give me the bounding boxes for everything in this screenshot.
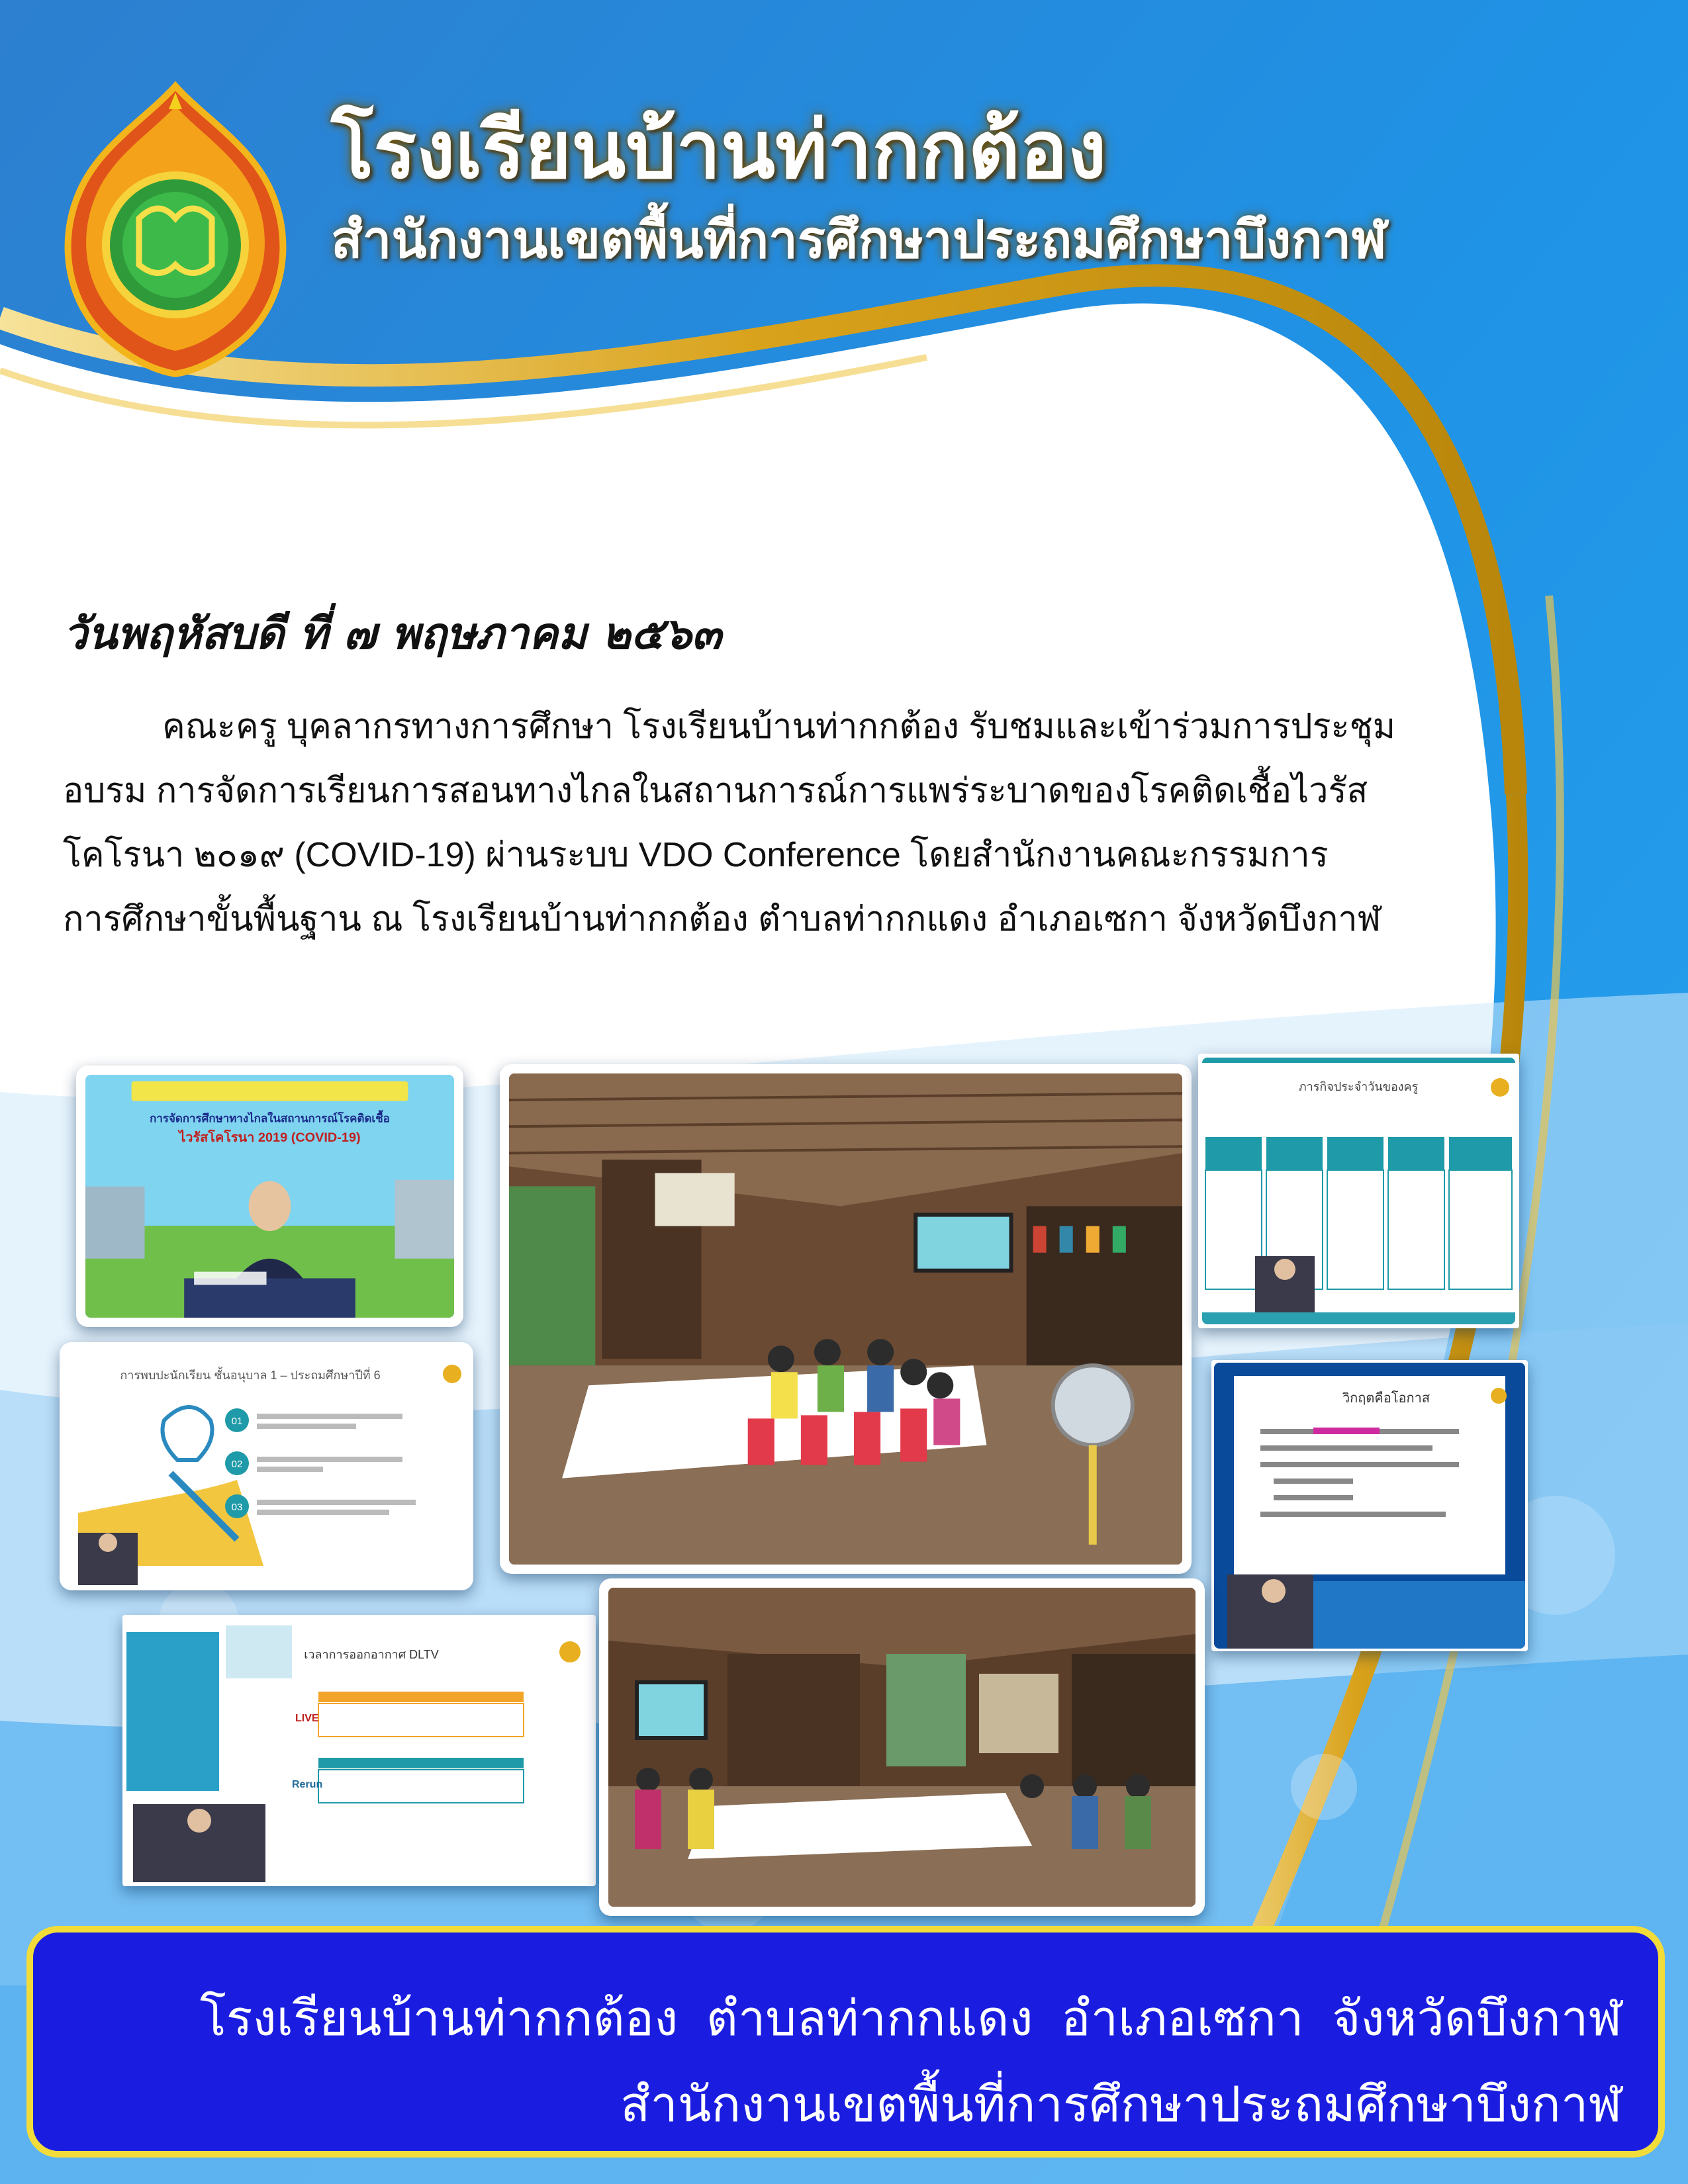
screen3-number: 01	[231, 1416, 243, 1427]
article-body	[63, 695, 1506, 952]
screen5-live: LIVE	[295, 1713, 319, 1724]
photo-daily-tasks-slide	[1198, 1054, 1519, 1328]
screen3-number: 02	[231, 1459, 243, 1470]
article-line: โคโรนา ๒๐๑๙ (COVID-19) ผ่านระบบ VDO Conference โดยสำนักงานคณะกรรมการ	[63, 836, 1329, 874]
crisis-opportunity-slide-image	[1214, 1363, 1525, 1649]
photo-dltv-schedule-slide	[122, 1615, 596, 1886]
photo-meeting-room-second	[599, 1578, 1205, 1916]
screen3-title: การพบปะนักเรียน ชั้นอนุบาล 1 – ประถมศึกษาปีที่ 6	[120, 1369, 381, 1382]
footer-school-address: โรงเรียนบ้านท่ากกต้อง ตำบลท่ากกแดง อำเภอเซกา จังหวัดบึงกาฬ	[199, 1991, 1622, 2046]
screen3-number: 03	[231, 1502, 243, 1513]
screen4-title: วิกฤตคือโอกาส	[1342, 1391, 1430, 1406]
school-name-title: โรงเรียนบ้านท่ากกต้อง	[331, 106, 1107, 195]
daily-tasks-slide-image	[1202, 1058, 1515, 1324]
screen5-rerun: Rerun	[292, 1779, 323, 1790]
article-line: อบรม การจัดการเรียนการสอนทางไกลในสถานการณ์การแพร่ระบาดของโรคติดเชื้อไวรัส	[63, 772, 1368, 810]
screen1-title: การจัดการศึกษาทางไกลในสถานการณ์โรคติดเชื้อ	[150, 1112, 390, 1125]
screen2-title: ภารกิจประจำวันของครู	[1298, 1080, 1419, 1093]
screen5-title: เวลาการออกอากาศ DLTV	[304, 1648, 439, 1661]
student-meeting-slide-image	[65, 1347, 468, 1585]
screen1-subtitle: ไวรัสโคโรนา 2019 (COVID-19)	[179, 1130, 361, 1146]
education-office-subtitle: สำนักงานเขตพื้นที่การศึกษาประถมศึกษาบึงกาฬ	[331, 210, 1387, 269]
article-line: คณะครู บุคลากรทางการศึกษา โรงเรียนบ้านท่ากกต้อง รับชมและเข้าร่วมการประชุม	[162, 707, 1396, 746]
photo-crisis-opportunity-slide	[1211, 1360, 1528, 1651]
footer-office-name: สำนักงานเขตพื้นที่การศึกษาประถมศึกษาบึงกาฬ	[620, 2077, 1622, 2132]
meeting-room-second-image	[608, 1588, 1196, 1907]
footer-banner	[26, 1926, 1665, 2158]
dltv-schedule-slide-image	[126, 1619, 592, 1882]
article-date: วันพฤหัสบดี ที่ ๗ พฤษภาคม ๒๕๖๓	[63, 608, 722, 659]
photo-meeting-room	[500, 1064, 1192, 1574]
article-line: การศึกษาขั้นพื้นฐาน ณ โรงเรียนบ้านท่ากกต้อง ตำบลท่ากกแดง อำเภอเซกา จังหวัดบึงกาฬ	[63, 900, 1382, 938]
meeting-room-image	[509, 1073, 1182, 1565]
conference-screen-image	[85, 1075, 454, 1318]
photo-conference-screen	[76, 1066, 463, 1327]
ministry-emblem-logo	[53, 79, 298, 377]
photo-student-meeting-slide	[60, 1342, 473, 1590]
